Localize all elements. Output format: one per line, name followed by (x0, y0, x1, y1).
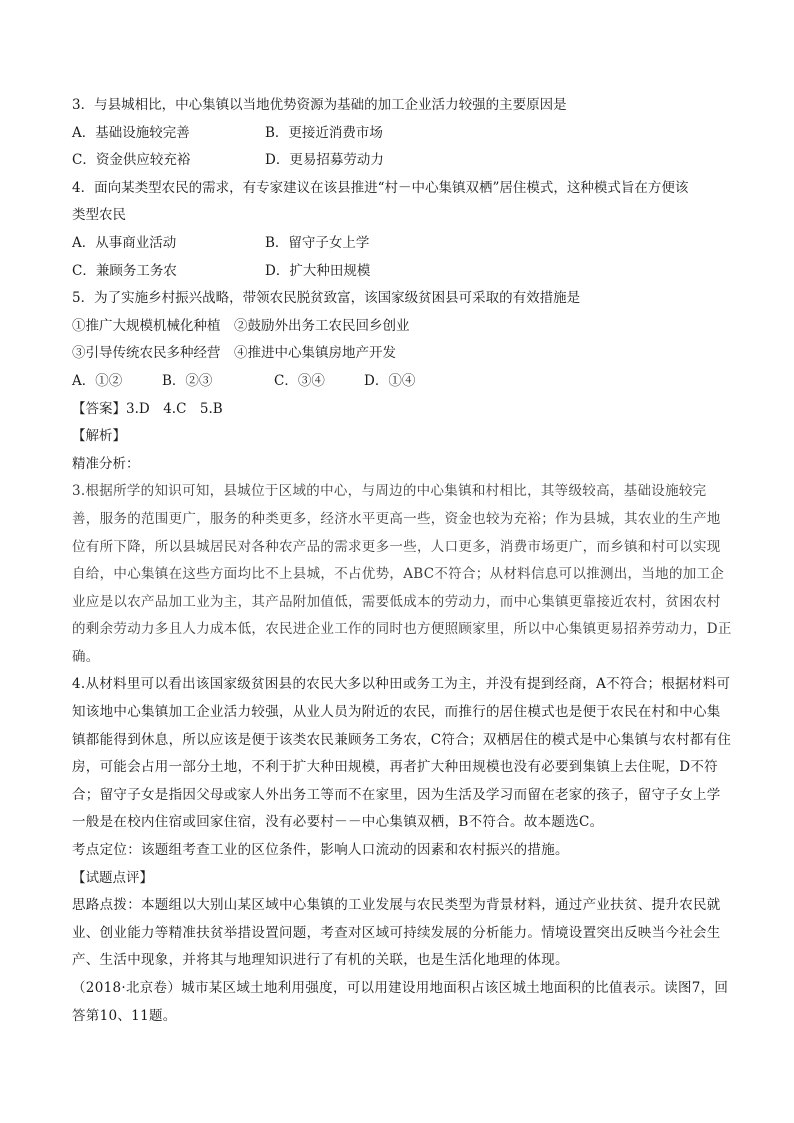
q4-option-a: A．从事商业活动 (72, 234, 177, 251)
q4-option-d: D．扩大种田规模 (265, 262, 371, 279)
q5-option-a: A．①② (72, 372, 123, 389)
q5-items-line2: ③引导传统农民多种经营 ④推进中心集镇房地产开发 (72, 345, 396, 362)
comment-heading: 【试题点评】 (72, 869, 153, 886)
comment-paragraph: 思路点拨：本题组以大别山某区域中心集镇的工业发展与农民类型为背景材料，通过产业扶贫、提升农民就业、创业能力等精准扶贫举措设置问题，考查对区域可持续发展的分析能力。情境设置突出反映当今社会生产、生活中现象，并将其与地理知识进行了有机的关联，也是生活化地理的体现。 (72, 897, 721, 969)
q5-option-b: B．②③ (162, 372, 213, 389)
kaodian-line: 考点定位：该题组考查工业的区位条件，影响人口流动的因素和农村振兴的措施。 (72, 842, 569, 859)
answer-line: 【答案】3.D 4.C 5.B (72, 400, 223, 417)
q3-options-row1 (72, 120, 732, 148)
analysis-q4: 4.从材料里可以看出该国家级贫困县的农民大多以种田或务工为主，并没有提到经商，A不符合；根据材料可知该地中心集镇加工企业活力较强，从业人员为附近的农民，而推行的居住模式也是便于农民在村和中心集镇都能得到休息，所以应该是便于该类农民兼顾务工务农，C符合；双栖居住的模式是中心集镇与农村都有住房，可能会占用一部分土地，不利于扩大种田规模，再者扩大种田规模也没有必要到集镇上去住呢，D不符合；留守子女是指因父母或家人外出务工等而不在家里，因为生活及学习而留在老家的孩子，留守子女上学一般是在校内住宿或回家住宿，没有必要村－－中心集镇双栖，B不符合。故本题选C。 (72, 676, 732, 831)
q4-options-row2 (72, 258, 732, 286)
q4-stem-line2: 类型农民 (72, 207, 126, 224)
q5-option-d: D．①④ (364, 372, 416, 389)
q3-stem: 3．与县城相比，中心集镇以当地优势资源为基础的加工企业活力较强的主要原因是 (72, 97, 567, 113)
q3-option-d: D．更易招募劳动力 (265, 152, 384, 169)
analysis-q3: 3.根据所学的知识可知，县城位于区域的中心，与周边的中心集镇和村相比，其等级较高，基础设施较完善，服务的范围更广，服务的种类更多，经济水平更高一些，资金也较为充裕；作为县城，其农业的生产地位有所下降，所以县城居民对各种农产品的需求更多一些，人口更多，消费市场更广，而乡镇和村可以实现自给，中心集镇在这些方面均比不上县城，不占优势，ABC不符合；从材料信息可以推测出，当地的加工企业应是以农产品加工业为主，其产品附加值低，需要低成本的劳动力，而中心集镇更靠接近农村，贫困农村的剩余劳动力多且人力成本低，农民进企业工作的同时也方便照顾家里，所以中心集镇更易招养劳动力，D正确。 (72, 483, 732, 665)
q4-option-c: C．兼顾务工务农 (72, 262, 177, 279)
precise-analysis-heading: 精准分析： (72, 455, 140, 472)
q3-option-a: A．基础设施较完善 (72, 124, 190, 141)
q3-option-b: B．更接近消费市场 (265, 124, 383, 141)
q5-items-line1: ①推广大规模机械化种植 ②鼓励外出务工农民回乡创业 (72, 317, 410, 334)
q5-option-c: C．③④ (274, 372, 325, 389)
q3-option-c: C．资金供应较充裕 (72, 152, 191, 169)
document-page (72, 92, 732, 1030)
q5-stem: 5．为了实施乡村振兴战略，带领农民脱贫致富，该国家级贫困县可采取的有效措施是 (72, 290, 581, 307)
q5-options-row (72, 368, 732, 396)
next-question-intro: （2018·北京卷）城市某区域土地利用强度，可以用建设用地面积占该区城土地面积的比值表示。读图7，回答第10、11题。 (72, 980, 729, 1024)
q4-stem-line1: 4．面向某类型农民的需求，有专家建议在该县推进“村－中心集镇双栖”居住模式，这种模式旨在方便该 (72, 179, 689, 196)
q4-options-row1 (72, 230, 732, 258)
q3-options-row2 (72, 147, 732, 175)
q4-option-b: B．留守子女上学 (265, 234, 370, 251)
analysis-heading: 【解析】 (72, 428, 126, 445)
